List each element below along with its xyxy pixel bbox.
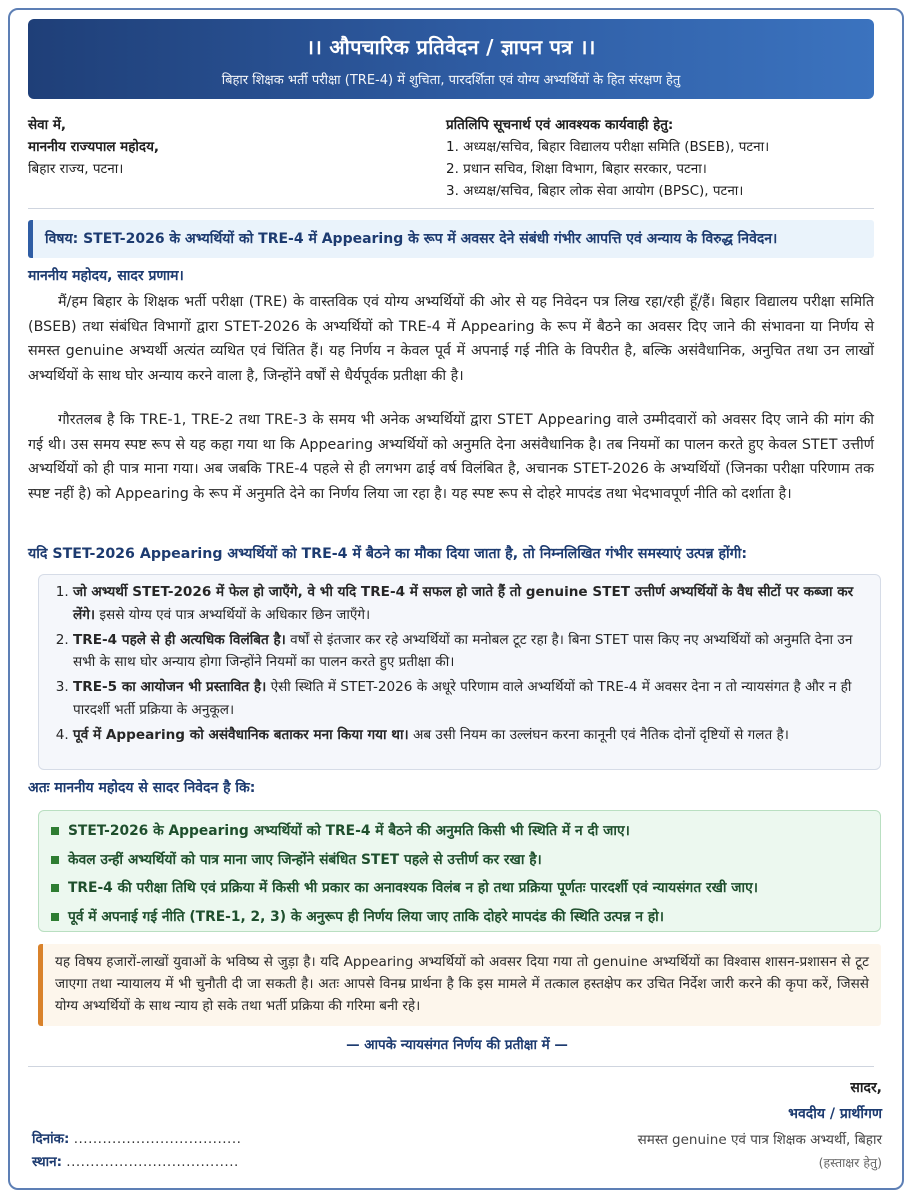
copy-to-item: 1. अध्यक्ष/सचिव, बिहार विद्यालय परीक्षा समिति (BSEB), पटना।	[446, 139, 770, 155]
signature-note: (हस्ताक्षर हेतु)	[818, 1155, 882, 1170]
issue-text: इससे योग्य एवं पात्र अभ्यर्थियों के अधिकार छिन जाएँगे।	[95, 606, 371, 623]
recipient-name: माननीय राज्यपाल महोदय,	[28, 139, 160, 155]
issue-item	[73, 676, 866, 721]
issue-bold: जो अभ्यर्थी STET-2026 में फेल हो जाएँगे, वे भी यदि TRE-4 में सफल हो जाते हैं तो genuine STET उत्तीर्ण अभ्यर्थियों के वैध सीटों पर कब्जा कर लेंगे।	[73, 584, 854, 623]
date-value: ...................................	[73, 1131, 242, 1147]
square-bullet-icon	[51, 856, 59, 864]
square-bullet-icon	[51, 913, 59, 921]
copy-to-item: 3. अध्यक्ष/सचिव, बिहार लोक सेवा आयोग (BPSC), पटना।	[446, 183, 744, 199]
issue-bold: TRE-5 का आयोजन भी प्रस्तावित है।	[73, 679, 267, 695]
request-text: केवल उन्हीं अभ्यर्थियों को पात्र माना जाए जिन्होंने संबंधित STET पहले से उत्तीर्ण कर रखा है।	[68, 851, 542, 868]
divider	[28, 208, 874, 209]
recipient-heading: सेवा में,	[28, 117, 67, 133]
request-text: पूर्व में अपनाई गई नीति (TRE-1, 2, 3) के अनुरूप ही निर्णय लिया जाए ताकि दोहरे मापदंड की स्थिति उत्पन्न न हो।	[68, 908, 664, 925]
request-item	[51, 817, 870, 846]
place-field	[32, 1152, 239, 1170]
issues-list	[55, 581, 866, 746]
request-item	[51, 874, 870, 903]
document-header	[28, 19, 874, 99]
copy-to-block	[446, 114, 876, 202]
issues-box	[38, 574, 881, 770]
place-value: ....................................	[66, 1154, 239, 1170]
request-heading: अतः माननीय महोदय से सादर निवेदन है कि:	[28, 780, 256, 796]
issue-item	[73, 629, 866, 674]
issue-text: ऐसी स्थिति में STET-2026 के अधूरे परिणाम वाले अभ्यर्थियों को TRE-4 में अवसर देना न तो न्यायसंगत है और न ही पारदर्शी भर्ती प्रक्रिया के अनुकूल।	[73, 679, 852, 718]
date-label: दिनांक:	[32, 1131, 70, 1147]
issue-item	[73, 724, 866, 747]
issue-bold: TRE-4 पहले से ही अत्यधिक विलंबित है।	[73, 631, 286, 648]
requests-list	[51, 817, 870, 931]
signature-yours: भवदीय / प्रार्थीगण	[788, 1106, 882, 1122]
copy-to-item: 2. प्रधान सचिव, शिक्षा विभाग, बिहार सरकार, पटना।	[446, 161, 707, 177]
issue-text: वर्षों से इंतजार कर रहे अभ्यर्थियों का मनोबल टूट रहा है। बिना STET पास किए नए अभ्यर्थियों को अनुमति देना उन सभी के साथ घोर अन्याय होगा जिन्होंने नियमों का पालन करते हुए प्रतीक्षा की।	[73, 631, 853, 670]
divider	[28, 1066, 874, 1067]
awaiting-line: — आपके न्यायसंगत निर्णय की प्रतीक्षा में —	[346, 1037, 568, 1053]
copy-to-heading: प्रतिलिपि सूचनार्थ एवं आवश्यक कार्यवाही हेतु:	[446, 117, 674, 133]
request-text: TRE-4 की परीक्षा तिथि एवं प्रक्रिया में किसी भी प्रकार का अनावश्यक विलंब न हो तथा प्रक्रिया पूर्णतः पारदर्शी एवं न्यायसंगत रखी जाए।	[68, 880, 758, 897]
request-item	[51, 903, 870, 932]
issue-item	[73, 581, 866, 626]
body-paragraph-1: मैं/हम बिहार के शिक्षक भर्ती परीक्षा (TRE) के वास्तविक एवं योग्य अभ्यर्थियों की ओर से यह निवेदन पत्र लिख रहा/रही हूँ/हैं। बिहार विद्यालय परीक्षा समिति (BSEB) तथा संबंधित विभागों द्वारा STET-2026 के अभ्यर्थियों को TRE-4 में Appearing के रूप में बैठने का अवसर दिए जाने की संभावना या निर्णय से समस्त genuine अभ्यर्थी अत्यंत व्यथित एवं चिंतित हैं। यह निर्णय न केवल पूर्व में अपनाई गई नीति के विपरीत है, बल्कि असंवैधानिक, अनुचित तथा उन लाखों अभ्यर्थियों के साथ घोर अन्याय करने वाला है, जिन्होंने वर्षों से धैर्यपूर्वक प्रतीक्षा की है।	[28, 294, 874, 384]
issues-heading: यदि STET-2026 Appearing अभ्यर्थियों को TRE-4 में बैठने का मौका दिया जाता है, तो निम्नलिखित गंभीर समस्याएं उत्पन्न होंगी:	[28, 546, 748, 562]
date-field	[32, 1129, 241, 1147]
recipient-place: बिहार राज्य, पटना।	[28, 161, 124, 177]
document-subtitle: बिहार शिक्षक भर्ती परीक्षा (TRE-4) में शुचिता, पारदर्शिता एवं योग्य अभ्यर्थियों के हित संरक्षण हेतु	[221, 73, 681, 88]
request-item	[51, 846, 870, 875]
signature-regards: सादर,	[850, 1080, 882, 1096]
square-bullet-icon	[51, 884, 59, 892]
issue-text: अब उसी नियम का उल्लंघन करना कानूनी एवं नैतिक दोनों दृष्टियों से गलत है।	[408, 726, 789, 743]
issue-bold: पूर्व में Appearing को असंवैधानिक बताकर मना किया गया था।	[73, 726, 409, 743]
closing-note: यह विषय हजारों-लाखों युवाओं के भविष्य से जुड़ा है। यदि Appearing अभ्यर्थियों को अवसर दिया गया तो genuine अभ्यर्थियों का विश्वास शासन-प्रशासन से टूट जाएगा तथा न्यायालय में भी चुनौती दी जा सकती है। अतः आपसे विनम्र प्रार्थना है कि इस मामले में तत्काल हस्तक्षेप कर उचित निर्देश जारी करने की कृपा करें, जिससे योग्य अभ्यर्थियों के साथ न्याय हो सके तथा भर्ती प्रक्रिया की गरिमा बनी रहे।	[38, 944, 881, 1026]
request-text: STET-2026 के Appearing अभ्यर्थियों को TRE-4 में बैठने की अनुमति किसी भी स्थिति में न दी जाए।	[68, 823, 630, 839]
place-label: स्थान:	[32, 1154, 62, 1170]
square-bullet-icon	[51, 827, 59, 835]
document-title: ।। औपचारिक प्रतिवेदन / ज्ञापन पत्र ।।	[306, 35, 596, 59]
subject-line: विषय: STET-2026 के अभ्यर्थियों को TRE-4 में Appearing के रूप में अवसर देने संबंधी गंभीर आपत्ति एवं अन्याय के विरुद्ध निवेदन।	[28, 220, 874, 258]
requests-box	[38, 810, 881, 932]
recipient-block	[28, 114, 428, 180]
greeting: माननीय महोदय, सादर प्रणाम।	[28, 268, 184, 284]
body-paragraph-2: गौरतलब है कि TRE-1, TRE-2 तथा TRE-3 के समय भी अनेक अभ्यर्थियों द्वारा STET Appearing वाले उम्मीदवारों को अवसर दिए जाने की मांग की गई थी। उस समय स्पष्ट रूप से यह कहा गया था कि Appearing अभ्यर्थियों को अनुमति देना असंवैधानिक है। तब नियमों का पालन करते हुए केवल STET उत्तीर्ण अभ्यर्थियों को ही पात्र माना गया। अब जबकि TRE-4 पहले से ही लगभग ढाई वर्ष विलंबित है, अचानक STET-2026 के अभ्यर्थियों (जिनका परीक्षा परिणाम तक स्पष्ट नहीं है) को Appearing के रूप में अनुमति देने का निर्णय लिया जा रहा है। यह स्पष्ट रूप से दोहरे मापदंड तथा भेदभावपूर्ण नीति को दर्शाता है।	[28, 412, 874, 502]
signature-from: समस्त genuine एवं पात्र शिक्षक अभ्यर्थी, बिहार	[637, 1132, 882, 1148]
